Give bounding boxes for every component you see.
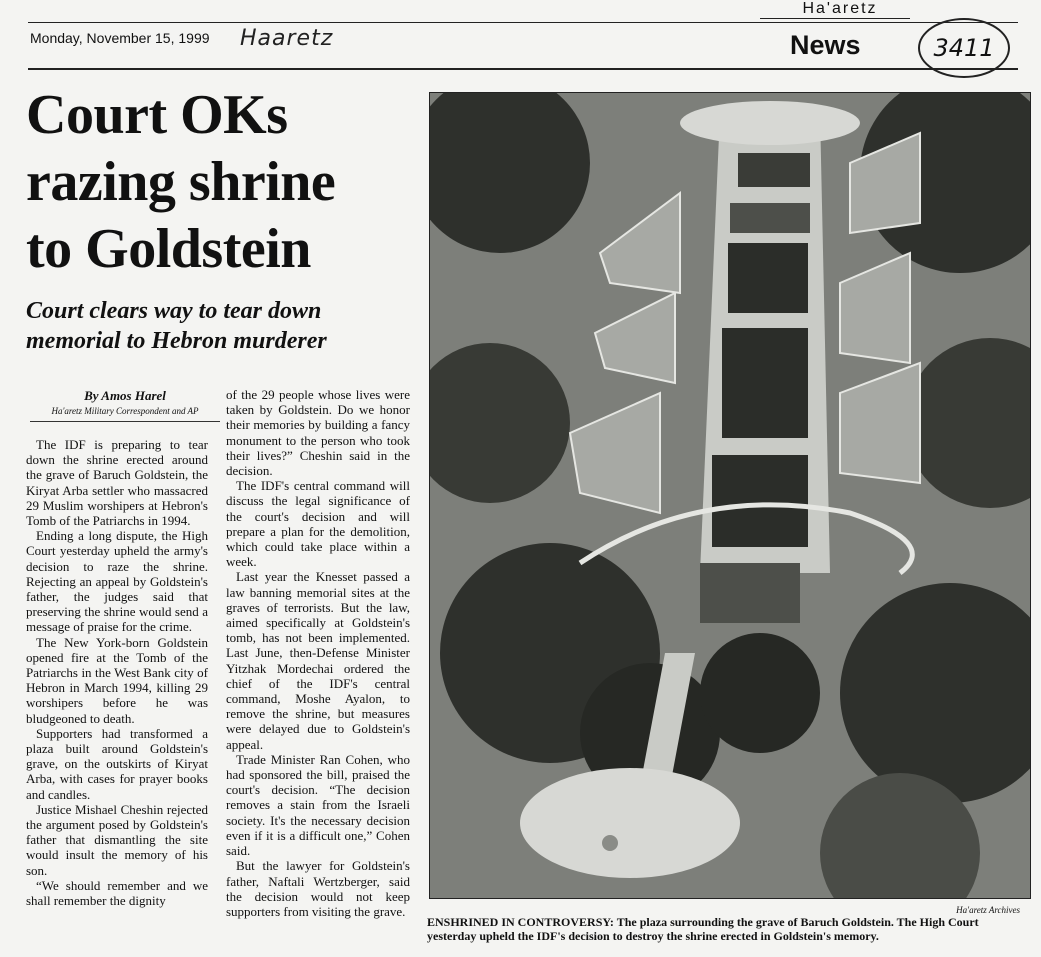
- subheadline: [26, 296, 426, 356]
- paragraph: of the 29 people whose lives were taken by Goldstein. Do we honor their memories by building a fancy monument to the person who took their lives?” Cheshin said in the decision.: [226, 387, 410, 479]
- article-column-2: [226, 387, 410, 919]
- paragraph: Supporters had transformed a plaza built around Goldstein's grave, on the outskirts of Kiryat Arba, with cases for prayer books and candles.: [26, 725, 208, 802]
- paragraph: Justice Mishael Cheshin rejected the argument posed by Goldstein's father that dismantling the site would insult the memory of his son.: [26, 801, 208, 878]
- paragraph: Ending a long dispute, the High Court yesterday upheld the army's decision to raze the shrine. Rejecting an appeal by Goldstein's father, the judges said that preserving the shrine would send a message of praise for the crime.: [26, 528, 208, 635]
- byline-credit: Ha'aretz Military Correspondent and AP: [30, 406, 220, 422]
- headline-line: to Goldstein: [26, 218, 311, 280]
- paragraph: Trade Minister Ran Cohen, who had sponsored the bill, praised the court's decision. “The decision removes a stain from the Israeli society. It's the necessary decision even if it is a difficult one,” Cohen said.: [226, 751, 410, 859]
- caption-lead: ENSHRINED IN CONTROVERSY:: [427, 915, 614, 929]
- section-rule: [28, 68, 1018, 70]
- paragraph: But the lawyer for Goldstein's father, Naftali Wertzberger, said the decision would not keep supporters from visiting the grave.: [226, 858, 410, 919]
- headline: [26, 82, 426, 283]
- section-label: News: [790, 30, 861, 60]
- article-column-1: [26, 437, 208, 908]
- aerial-photo-illustration: [430, 93, 1030, 898]
- caption-text: The plaza surrounding the grave of Baruch Goldstein. The High Court yesterday upheld the IDF's decision to destroy the shrine erected in Goldstein's memory.: [427, 915, 979, 943]
- paper-name: Ha'aretz: [802, 0, 878, 17]
- masthead-rule-small: [760, 18, 910, 19]
- deck-line: memorial to Hebron murderer: [26, 328, 327, 354]
- photo-credit: Ha'aretz Archives: [956, 905, 1020, 915]
- paragraph: The IDF is preparing to tear down the shrine erected around the grave of Baruch Goldstein, the Kiryat Arba settler who massacred 29 Muslim worshipers at Hebron's Tomb of the Patriarchs in 1994.: [26, 437, 208, 529]
- issue-date: Monday, November 15, 1999: [30, 30, 210, 46]
- paragraph: “We should remember and we shall remember the dignity: [26, 877, 208, 909]
- deck-line: Court clears way to tear down: [26, 298, 322, 324]
- photo-caption: [427, 915, 1027, 943]
- paragraph: The IDF's central command will discuss the legal significance of the court's decision and will prepare a plan for the demolition, which could take place within a week.: [226, 478, 410, 570]
- headline-line: Court OKs: [26, 84, 288, 146]
- paragraph: The New York-born Goldstein opened fire at the Tomb of the Patriarchs in the West Bank city of Hebron in March 1994, killing 29 worshipers before he was bludgeoned to death.: [26, 634, 208, 726]
- clip-number: 3411: [918, 18, 1010, 78]
- paragraph: Last year the Knesset passed a law banning memorial sites at the graves of terrorists. But the law, aimed specifically at Goldstein's tomb, has not been implemented. Last June, then-Defense Minister Yitzhak Mordechai ordered the chief of the IDF's central command, Moshe Ayalon, to remove the shrine, but measures were delayed due to Goldstein's appeal.: [226, 569, 410, 752]
- byline: By Amos Harel: [84, 388, 166, 403]
- handwritten-note: Haaretz: [240, 26, 334, 51]
- headline-line: razing shrine: [26, 151, 336, 213]
- aerial-photo: [429, 92, 1031, 899]
- masthead-rule: [28, 22, 1018, 23]
